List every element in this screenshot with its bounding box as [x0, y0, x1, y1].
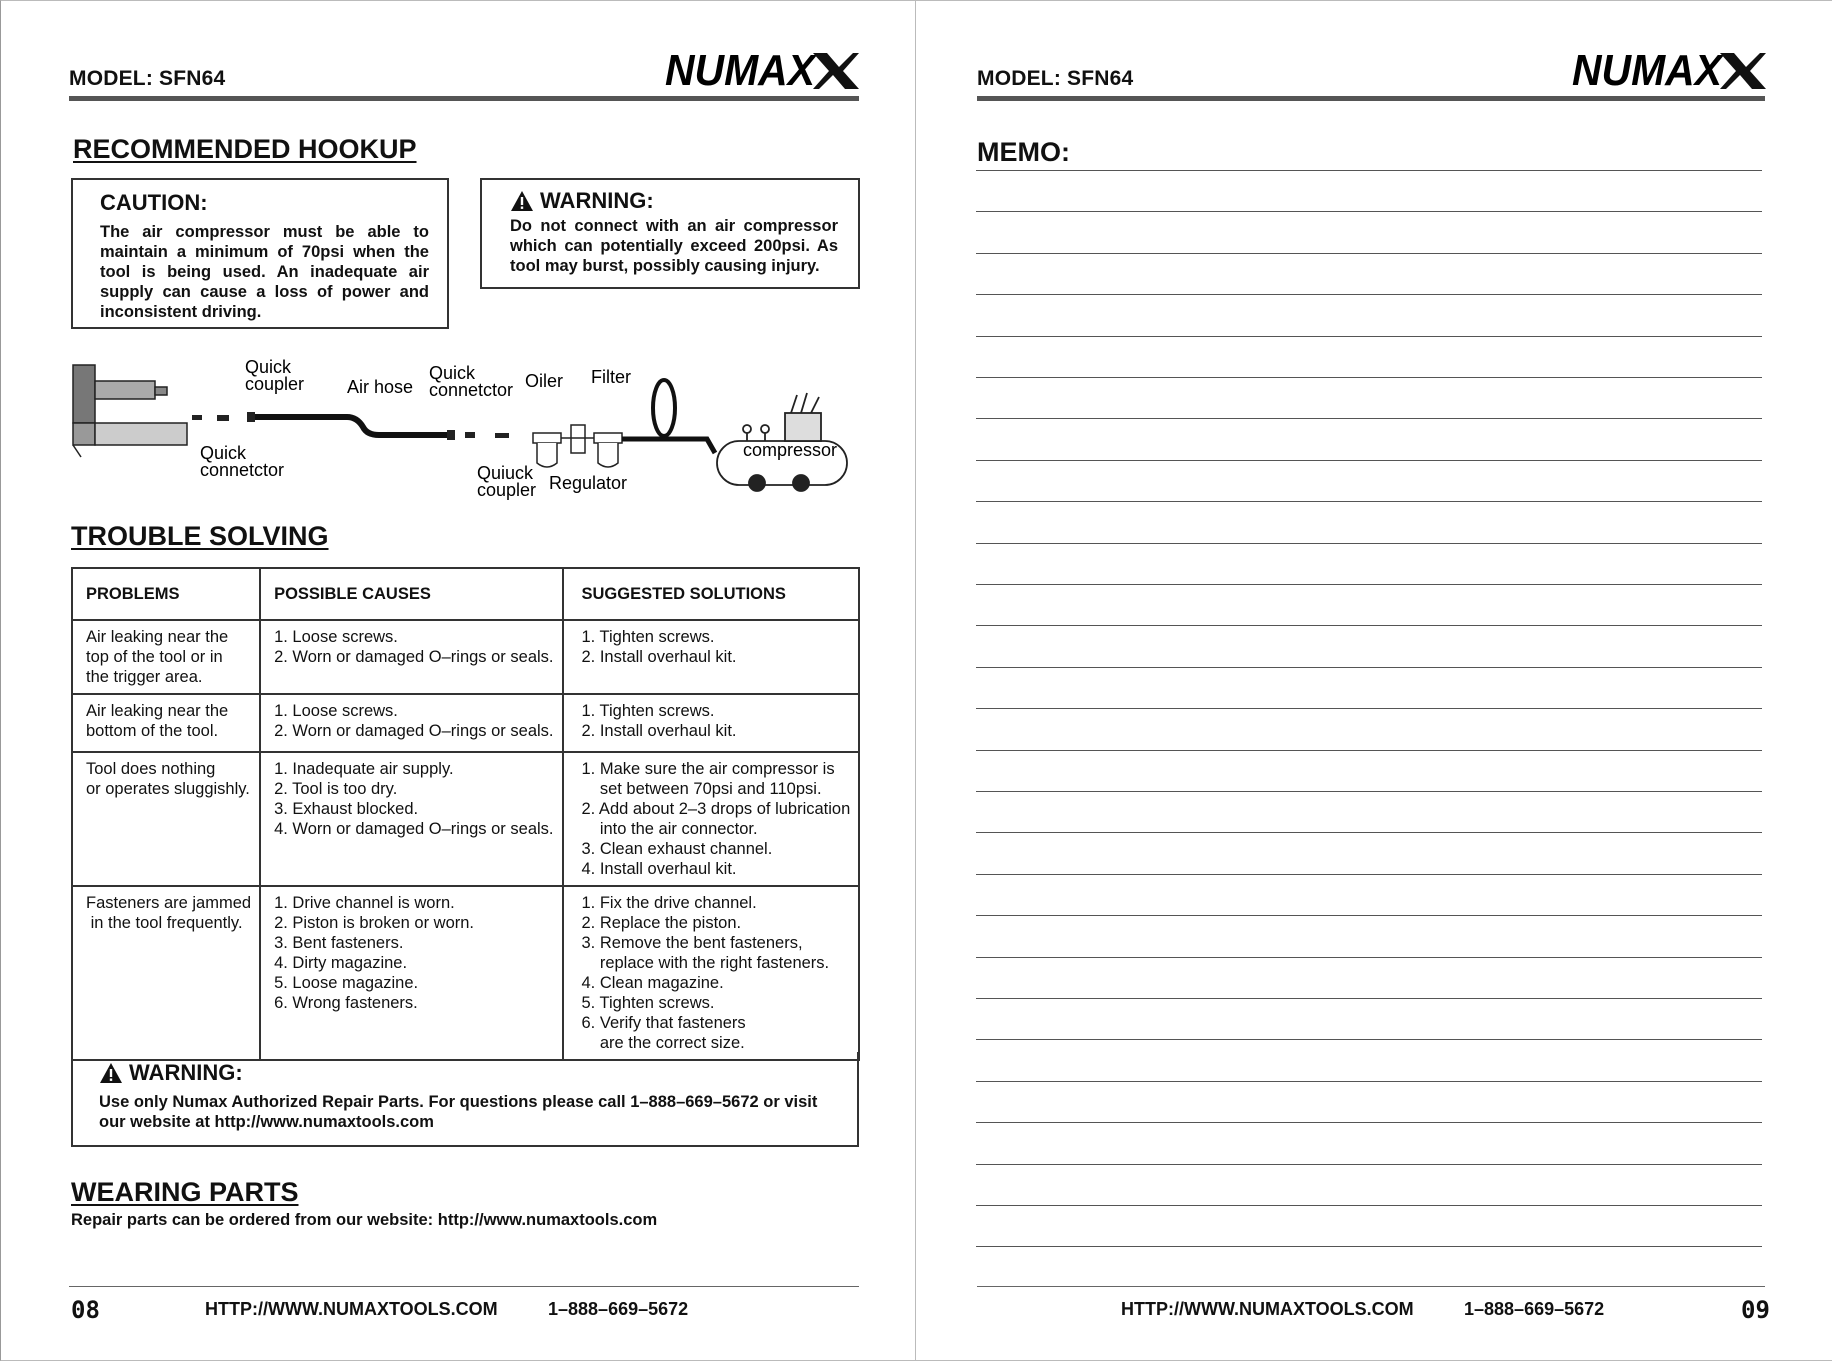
memo-line [976, 501, 1762, 502]
footer-url: HTTP://WWW.NUMAXTOOLS.COM [1121, 1299, 1414, 1319]
memo-title: MEMO: [977, 137, 1070, 167]
air-hose-line [255, 417, 447, 435]
problem-line: Fasteners are jammed [86, 894, 252, 912]
caution-text: The air compressor must be able to maintain a minimum of 70psi when the tool is being used. An inadequate air supply can cause a loss of power and inconsistent driving. [100, 223, 429, 321]
cell-solutions [563, 752, 860, 886]
label-regulator: Regulator [549, 473, 628, 493]
label-compressor: compressor [743, 440, 838, 460]
page-number: 09 [1741, 1296, 1770, 1324]
right-page [915, 0, 1832, 1361]
solutions-line: 2. Add about 2–3 drops of lubrication [581, 800, 851, 818]
causes-line: 1. Inadequate air supply. [274, 760, 454, 778]
solutions-line: set between 70psi and 110psi. [581, 780, 822, 798]
repair-warning-line2: our website at http://www.numaxtools.com [99, 1113, 434, 1131]
model-label: MODEL: SFN64 [977, 67, 1134, 90]
quick-coupler-2-icon [495, 433, 509, 438]
footer-rule [977, 1286, 1765, 1287]
wearing-parts-text: Repair parts can be ordered from our website: http://www.numaxtools.com [71, 1211, 658, 1229]
causes-line: 4. Worn or damaged O–rings or seals. [274, 820, 554, 838]
logo-text: NUMAX [665, 47, 818, 93]
memo-line [976, 1164, 1762, 1165]
solutions-line: 2. Install overhaul kit. [581, 722, 737, 740]
warning-text: Do not connect with an air compressor which can potentially exceed 200psi. As tool may burst, possibly causing injury. [510, 217, 838, 275]
header-rule [69, 96, 859, 101]
quick-connector-2-icon [465, 432, 475, 438]
solutions-line: 5. Tighten screws. [581, 994, 715, 1012]
memo-line [976, 957, 1762, 958]
cell-causes [260, 620, 562, 694]
cell-causes [260, 886, 562, 1060]
solutions-line: 1. Make sure the air compressor is [581, 760, 835, 778]
problem-line: or operates sluggishly. [86, 780, 250, 798]
problem-line: Air leaking near the [86, 702, 229, 720]
frl-unit-icon [533, 425, 622, 467]
footer-phone: 1–888–669–5672 [548, 1299, 689, 1319]
cell-causes [260, 752, 562, 886]
causes-line: 3. Bent fasteners. [274, 934, 404, 952]
footer-phone: 1–888–669–5672 [1464, 1299, 1605, 1319]
nailer-tool-illustration [73, 365, 187, 457]
memo-line [976, 625, 1762, 626]
label-quick-connector-1b: connetctor [200, 460, 285, 480]
label-air-hose: Air hose [347, 377, 414, 397]
table-row [72, 620, 859, 694]
numax-logo [663, 47, 859, 93]
solutions-line: 1. Tighten screws. [581, 702, 715, 720]
warning-heading: WARNING: [540, 188, 654, 213]
memo-line [976, 998, 1762, 999]
solutions-line: 2. Replace the piston. [581, 914, 742, 932]
memo-line [976, 1039, 1762, 1040]
memo-line [976, 336, 1762, 337]
warning-triangle-icon [99, 1062, 123, 1084]
solutions-line: 3. Clean exhaust channel. [581, 840, 773, 858]
repair-warning-line1: Use only Numax Authorized Repair Parts. For questions please call 1–888–669–5672 or visit [99, 1093, 818, 1111]
solutions-line: 1. Fix the drive channel. [581, 894, 757, 912]
cell-solutions [563, 694, 860, 752]
memo-line [976, 915, 1762, 916]
problem-line: the trigger area. [86, 668, 203, 686]
problem-line: bottom of the tool. [86, 722, 219, 740]
solutions-line: replace with the right fasteners. [581, 954, 830, 972]
memo-line [976, 253, 1762, 254]
solutions-line: 1. Tighten screws. [581, 628, 715, 646]
cell-problem [72, 886, 260, 1060]
causes-line: 2. Piston is broken or worn. [274, 914, 475, 932]
problem-line: Tool does nothing [86, 760, 216, 778]
trouble-solving-title: TROUBLE SOLVING [71, 521, 329, 551]
problem-line: in the tool frequently. [86, 914, 243, 932]
page-number: 08 [71, 1296, 100, 1324]
memo-line [976, 211, 1762, 212]
table-row [72, 694, 859, 752]
warning-triangle-icon [510, 190, 534, 212]
memo-line [976, 460, 1762, 461]
repair-warning-heading: WARNING: [129, 1060, 243, 1085]
quick-connector-1-icon [192, 415, 202, 420]
causes-line: 2. Tool is too dry. [274, 780, 398, 798]
caution-heading: CAUTION: [100, 190, 208, 215]
label-quick-connector-2: Quick [429, 363, 476, 383]
causes-line: 1. Drive channel is worn. [274, 894, 455, 912]
cell-solutions [563, 620, 860, 694]
memo-line [976, 874, 1762, 875]
footer-rule [69, 1286, 859, 1287]
memo-line [976, 418, 1762, 419]
memo-line [976, 1205, 1762, 1206]
label-quick-connector-2b: connetctor [429, 380, 514, 400]
solutions-line: are the correct size. [581, 1034, 745, 1052]
label-quick-connector-1: Quick [200, 443, 247, 463]
problem-line: top of the tool or in [86, 648, 223, 666]
header-suggested-solutions: SUGGESTED SOLUTIONS [563, 568, 860, 620]
hookup-diagram [67, 353, 867, 505]
causes-line: 1. Loose screws. [274, 628, 398, 646]
table-row [72, 886, 859, 1060]
solutions-line: 6. Verify that fasteners [581, 1014, 746, 1032]
problem-line: Air leaking near the [86, 628, 229, 646]
label-oiler: Oiler [525, 371, 564, 391]
memo-line [976, 667, 1762, 668]
causes-line: 3. Exhaust blocked. [274, 800, 419, 818]
label-filter: Filter [591, 367, 631, 387]
solutions-line: 2. Install overhaul kit. [581, 648, 737, 666]
quick-coupler-1-icon [217, 415, 229, 421]
cell-causes [260, 694, 562, 752]
cell-problem [72, 620, 260, 694]
trouble-solving-table [71, 567, 860, 1061]
wearing-parts-title: WEARING PARTS [71, 1177, 299, 1207]
label-quick-coupler-1: Quick [245, 357, 292, 377]
left-page [0, 0, 915, 1361]
solutions-line: 3. Remove the bent fasteners, [581, 934, 803, 952]
solutions-line: 4. Install overhaul kit. [581, 860, 737, 878]
causes-line: 6. Wrong fasteners. [274, 994, 418, 1012]
memo-line [976, 832, 1762, 833]
table-header-row [72, 568, 859, 620]
memo-line [976, 1246, 1762, 1247]
causes-line: 1. Loose screws. [274, 702, 398, 720]
label-quick-coupler-2b: coupler [477, 480, 537, 500]
footer-url: HTTP://WWW.NUMAXTOOLS.COM [205, 1299, 498, 1319]
cell-solutions [563, 886, 860, 1060]
header-possible-causes: POSSIBLE CAUSES [260, 568, 562, 620]
causes-line: 2. Worn or damaged O–rings or seals. [274, 648, 554, 666]
memo-line [976, 170, 1762, 171]
hose-coil-icon [653, 380, 675, 436]
solutions-line: 4. Clean magazine. [581, 974, 724, 992]
recommended-hookup-title: RECOMMENDED HOOKUP [73, 134, 417, 164]
memo-line [976, 708, 1762, 709]
memo-line [976, 750, 1762, 751]
memo-line [976, 294, 1762, 295]
header-problems: PROBLEMS [72, 568, 260, 620]
caution-box [71, 178, 449, 329]
causes-line: 4. Dirty magazine. [274, 954, 408, 972]
numax-logo [1570, 47, 1766, 93]
memo-line [976, 377, 1762, 378]
label-quick-coupler-2: Quiuck [477, 463, 534, 483]
causes-line: 2. Worn or damaged O–rings or seals. [274, 722, 554, 740]
solutions-line: into the air connector. [581, 820, 758, 838]
memo-line [976, 1081, 1762, 1082]
table-row [72, 752, 859, 886]
repair-parts-warning [71, 1052, 859, 1147]
label-quick-coupler-1b: coupler [245, 374, 305, 394]
warning-box [480, 178, 860, 289]
memo-line [976, 543, 1762, 544]
memo-line [976, 584, 1762, 585]
memo-line [976, 1122, 1762, 1123]
logo-text: NUMAX [1572, 47, 1725, 93]
causes-line: 5. Loose magazine. [274, 974, 419, 992]
cell-problem [72, 694, 260, 752]
header-rule [977, 96, 1765, 101]
model-label: MODEL: SFN64 [69, 67, 226, 90]
cell-problem [72, 752, 260, 886]
memo-line [976, 791, 1762, 792]
